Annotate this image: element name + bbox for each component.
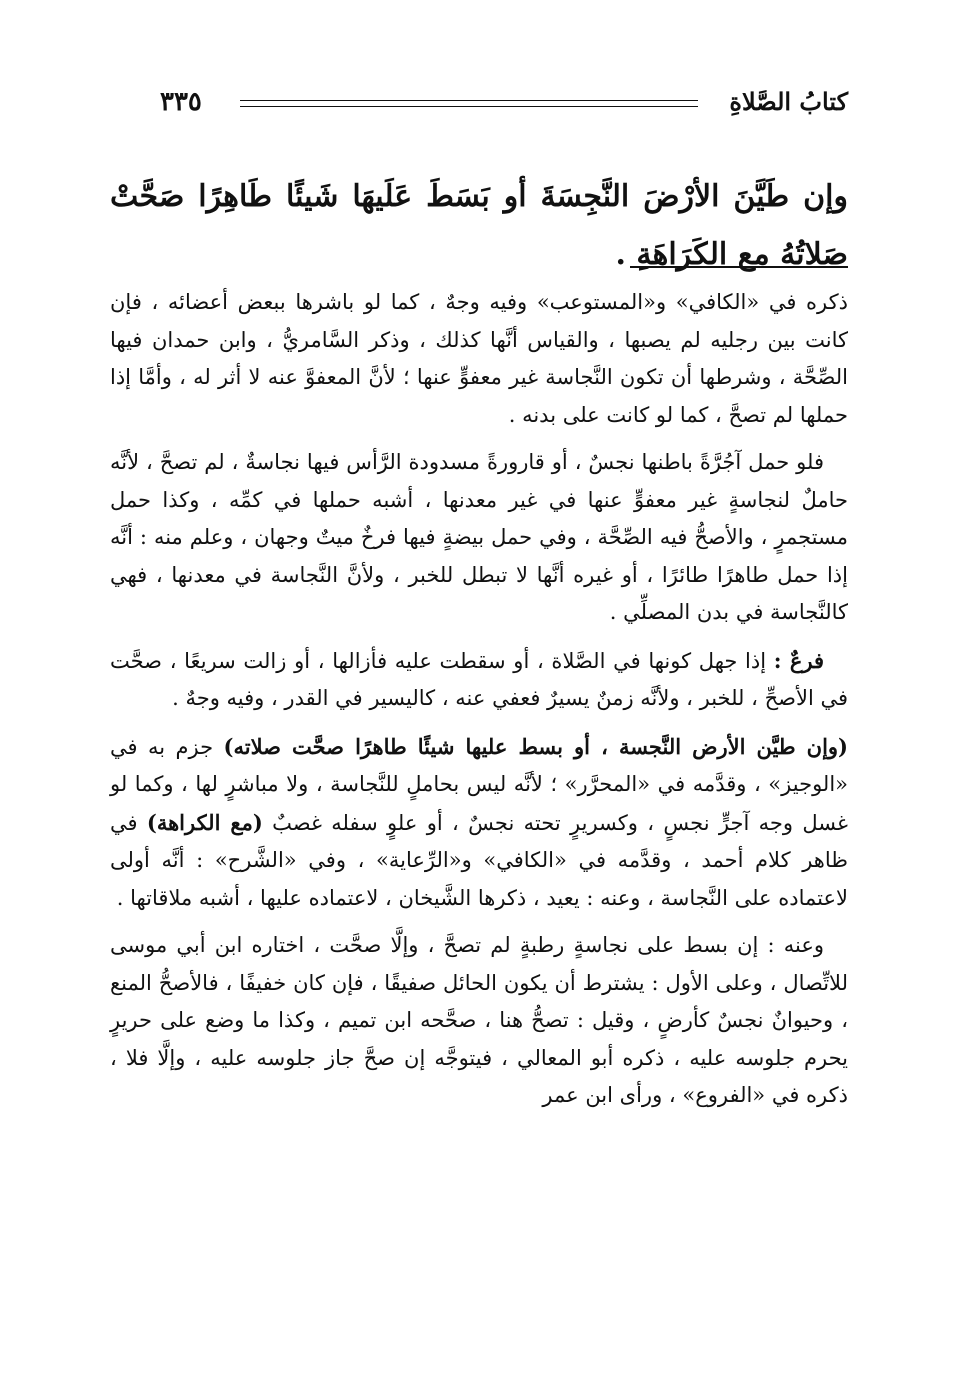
paragraph-text: في ظاهر كلام أحمد ، وقدَّمه في «الكافي» و«الرِّعاية» ، وفي «الشَّرح» : أنَّه أولى لاعتماده على النَّجاسة ، وعنه : يعيد ، ذكرها الشَّيخان ، لاعتماده عليها ، أشبه ملاقاتها .	[110, 810, 848, 910]
paragraph-text: جزم به في «الوجيز» ، وقدَّمه في «المحرَّر» ؛ لأنَّه ليس بحاملٍ للنَّجاسة ، ولا مباشرٍ لها ، وكما لو غسل وجه آجرٍّ نجسٍ ، وكسريرٍ تحته نجسٌ ، أو علوٍ سفله غصبٌ	[110, 734, 848, 835]
chapter-title: كتابُ الصَّلاةِ	[729, 87, 848, 116]
paragraph-text: إذا جهل كونها في الصَّلاة ، أو سقطت عليه فأزالها ، أو زالت سريعًا ، صحَّت في الأصحِّ ، للخبر ، ولأنَّه زمنٌ يسيرٌ فعفي عنه ، كاليسير في القدر ، وفيه وجهٌ .	[110, 648, 848, 710]
quoted-matn: (مع الكراهة)	[146, 809, 263, 835]
paragraph	[110, 642, 848, 718]
paragraph	[110, 728, 848, 918]
matn-text: وإن طَيَّنَ الأرْضَ النَّجِسَةَ أو بَسَطَ عَلَيهَا شَيئًا طَاهِرًا صَحَّتْ صَلاتُهُ مع الكَرَاهَةِ .	[110, 179, 848, 272]
commentary	[110, 284, 848, 1125]
matn-divider	[630, 266, 848, 268]
paragraph: فلو حمل آجُرَّةً باطنها نجسٌ ، أو قارورةً مسدودة الرَّأس فيها نجاسةٌ ، لم تصحَّ ، لأنَّه حاملٌ لنجاسةٍ غير معفوٍّ عنها في غير معدنها ، أشبه حملها في كمِّه ، وكذا حمل مستجمرٍ ، والأصحُّ فيه الصِّحَّة ، وفي حمل بيضةٍ فيها فرخٌ ميتٌ وجهان ، وعلم منه : أنَّه إذا حمل طاهرًا طائرًا ، أو غيره أنَّها لا تبطل للخبر ، ولأنَّ النَّجاسة في معدنها ، فهي كالنَّجاسة في بدن المصلِّي .	[110, 450, 848, 624]
quoted-matn: (وإن طيَّن الأرض النَّجسة ، أو بسط عليها شيئًا طاهرًا صحَّت صلاته)	[223, 733, 848, 759]
section-label: فرعٌ :	[773, 647, 824, 673]
header-rule	[240, 100, 698, 107]
paragraph: ذكره في «الكافي» و«المستوعب» وفيه وجهٌ ، كما لو باشرها ببعض أعضائه ، فإن كانت بين رجليه لم يصبها ، والقياس أنَّها كذلك ، وذكر السَّامريُّ ، وابن حمدان فيها الصِّحَّة ، وشرطها أن تكون النَّجاسة غير معفوٍّ عنها ؛ لأنَّ المعفوَّ عنه لا أثر له ، وأمَّا إذا حملها لم تصحَّ ، كما لو كانت على بدنه .	[110, 290, 849, 427]
paragraph: وعنه : إن بسط على نجاسةٍ رطبةٍ لم تصحَّ ، وإلَّا صحَّت ، اختاره ابن أبي موسى للاتِّصال ، وعلى الأول : يشترط أن يكون الحائل صفيقًا ، فإن كان خفيفًا ، فالأصحُّ المنع ، وحيوانٌ نجسٌ كأرضٍ ، وقيل : تصحُّ هنا ، صحَّحه ابن تميم ، وكذا ما وضع على حريرٍ يحرم جلوسه عليه ، ذكره أبو المعالي ، فيتوجَّه إن صحَّ جاز جلوسه عليه ، وإلَّا فلا ، ذكره في «الفروع» ، ورأى ابن عمر	[110, 933, 848, 1107]
running-header	[130, 82, 848, 126]
page-number: ٣٣٥	[160, 87, 202, 117]
